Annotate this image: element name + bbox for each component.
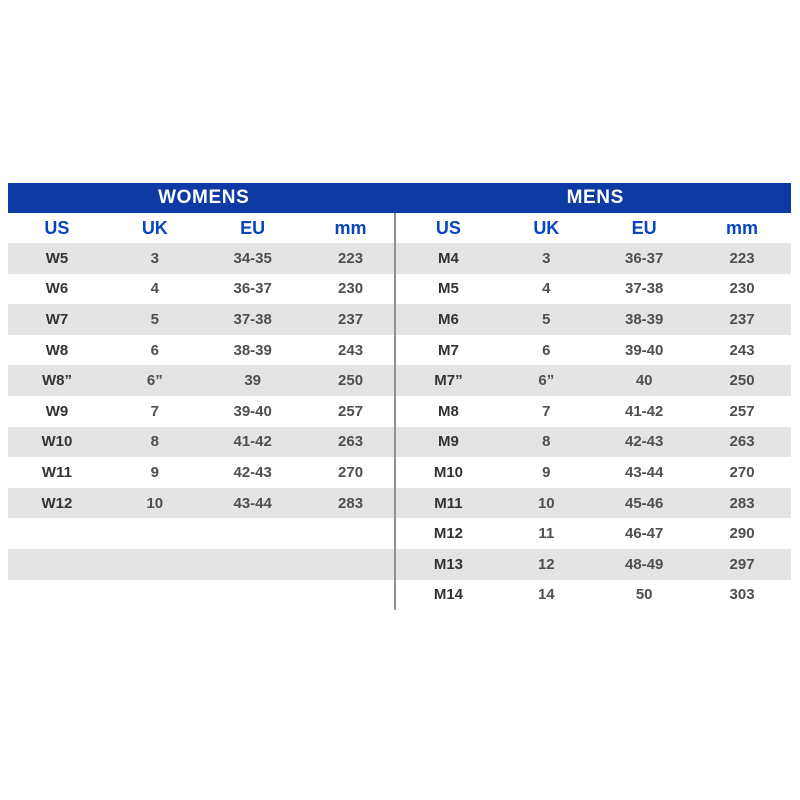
mens-col-eu: EU (631, 217, 657, 238)
mens-us-cell: M14 (433, 586, 464, 604)
mens-uk-cell: 8 (542, 433, 551, 451)
table-title-bar (8, 183, 791, 213)
mens-uk-cell: 7 (542, 402, 551, 420)
mens-eu-cell: 45-46 (625, 494, 664, 512)
womens-mm-cell: 250 (338, 372, 364, 390)
womens-mm-cell: 257 (338, 402, 364, 420)
womens-mm-cell: 223 (338, 249, 364, 267)
womens-us-cell: W10 (41, 433, 73, 451)
mens-eu-cell: 42-43 (625, 433, 664, 451)
womens-us-cell: W7 (45, 310, 69, 328)
size-chart-table (8, 183, 791, 610)
womens-col-uk: UK (141, 217, 168, 238)
womens-col-us: US (44, 217, 70, 238)
mens-mm-cell: 237 (729, 310, 755, 328)
mens-col-us: US (435, 217, 461, 238)
mens-mm-cell: 303 (729, 586, 755, 604)
mens-us-cell: M10 (433, 463, 464, 481)
mens-eu-cell: 48-49 (625, 555, 664, 573)
womens-col-mm: mm (334, 217, 367, 238)
womens-eu-cell: 41-42 (233, 433, 272, 451)
womens-us-cell (8, 549, 106, 580)
mens-us-cell: M13 (433, 555, 464, 573)
womens-eu-cell: 39 (244, 372, 262, 390)
womens-mm-cell: 270 (338, 463, 364, 481)
mens-eu-cell: 37-38 (625, 280, 664, 298)
table-row (8, 335, 791, 366)
table-row (8, 304, 791, 335)
mens-uk-cell: 6 (542, 341, 551, 359)
womens-mm-cell: 243 (338, 341, 364, 359)
column-header-row (8, 213, 791, 243)
table-row (8, 549, 791, 580)
mens-mm-cell: 223 (729, 249, 755, 267)
mens-uk-cell: 3 (542, 249, 551, 267)
womens-mm-cell (302, 580, 400, 611)
mens-us-cell: M11 (434, 494, 463, 512)
womens-eu-cell: 43-44 (233, 494, 272, 512)
womens-uk-cell: 4 (150, 280, 159, 298)
table-row (8, 274, 791, 305)
womens-us-cell (8, 580, 106, 611)
womens-uk-cell: 6” (146, 372, 163, 390)
table-row (8, 488, 791, 519)
mens-eu-cell: 41-42 (625, 402, 664, 420)
womens-mm-cell (302, 518, 400, 549)
womens-uk-cell: 3 (150, 249, 159, 267)
mens-mm-cell: 257 (729, 402, 755, 420)
mens-us-cell: M7 (438, 341, 459, 359)
womens-eu-cell: 39-40 (233, 402, 272, 420)
womens-uk-cell: 5 (150, 310, 159, 328)
mens-uk-cell: 9 (542, 463, 551, 481)
womens-mm-cell: 283 (338, 494, 364, 512)
mens-uk-cell: 10 (537, 494, 555, 512)
table-row (8, 427, 791, 458)
womens-uk-cell (106, 580, 204, 611)
mens-eu-cell: 38-39 (625, 310, 664, 328)
womens-table-title: WOMENS (158, 187, 250, 208)
mens-us-cell: M12 (433, 525, 464, 543)
mens-us-cell: M6 (438, 310, 459, 328)
womens-us-cell (8, 518, 106, 549)
mens-mm-cell: 290 (729, 525, 755, 543)
womens-us-cell: W6 (45, 280, 69, 298)
mens-uk-cell: 12 (537, 555, 555, 573)
mens-eu-cell: 46-47 (625, 525, 664, 543)
mens-us-cell: M7” (434, 372, 463, 390)
womens-us-cell: W9 (45, 402, 69, 420)
mens-uk-cell: 14 (537, 586, 555, 604)
mens-eu-cell: 40 (635, 372, 653, 390)
mens-col-uk: UK (533, 217, 560, 238)
mens-mm-cell: 243 (729, 341, 755, 359)
womens-uk-cell (106, 549, 204, 580)
womens-mm-cell: 230 (338, 280, 364, 298)
mens-mm-cell: 270 (729, 463, 755, 481)
table-row (8, 518, 791, 549)
mens-uk-cell: 5 (542, 310, 551, 328)
womens-eu-cell (204, 518, 302, 549)
womens-uk-cell: 6 (150, 341, 159, 359)
table-row (8, 457, 791, 488)
womens-uk-cell: 7 (150, 402, 159, 420)
mens-mm-cell: 283 (729, 494, 755, 512)
mens-mm-cell: 230 (729, 280, 755, 298)
womens-mm-cell (302, 549, 400, 580)
womens-mm-cell: 263 (338, 433, 364, 451)
table-row (8, 365, 791, 396)
table-row (8, 580, 791, 611)
womens-eu-cell: 38-39 (233, 341, 272, 359)
mens-col-mm: mm (726, 217, 759, 238)
mens-us-cell: M4 (438, 249, 459, 267)
womens-uk-cell (106, 518, 204, 549)
womens-col-eu: EU (240, 217, 266, 238)
mens-eu-cell: 43-44 (625, 463, 664, 481)
womens-mm-cell: 237 (338, 310, 364, 328)
womens-eu-cell: 34-35 (233, 249, 272, 267)
womens-eu-cell: 42-43 (233, 463, 272, 481)
mens-uk-cell: 4 (542, 280, 551, 298)
mens-us-cell: M8 (438, 402, 459, 420)
womens-us-cell: W8 (45, 341, 69, 359)
mens-mm-cell: 250 (729, 372, 755, 390)
womens-us-cell: W8” (41, 372, 72, 390)
womens-uk-cell: 8 (150, 433, 159, 451)
mens-eu-cell: 39-40 (625, 341, 664, 359)
womens-eu-cell (204, 549, 302, 580)
womens-us-cell: W12 (41, 494, 73, 512)
mens-mm-cell: 297 (729, 555, 755, 573)
mens-uk-cell: 11 (538, 525, 555, 543)
womens-us-cell: W11 (41, 463, 72, 481)
womens-eu-cell (204, 580, 302, 611)
mens-table-title: MENS (566, 187, 624, 208)
mens-mm-cell: 263 (729, 433, 755, 451)
mens-us-cell: M9 (438, 433, 459, 451)
mens-uk-cell: 6” (538, 372, 555, 390)
womens-us-cell: W5 (45, 249, 69, 267)
womens-eu-cell: 36-37 (233, 280, 272, 298)
womens-uk-cell: 10 (146, 494, 164, 512)
table-row (8, 396, 791, 427)
mens-eu-cell: 36-37 (625, 249, 664, 267)
table-center-divider (394, 213, 396, 610)
womens-uk-cell: 9 (150, 463, 159, 481)
mens-us-cell: M5 (438, 280, 459, 298)
table-body (8, 243, 791, 610)
table-row (8, 243, 791, 274)
womens-eu-cell: 37-38 (233, 310, 272, 328)
mens-eu-cell: 50 (635, 586, 653, 604)
